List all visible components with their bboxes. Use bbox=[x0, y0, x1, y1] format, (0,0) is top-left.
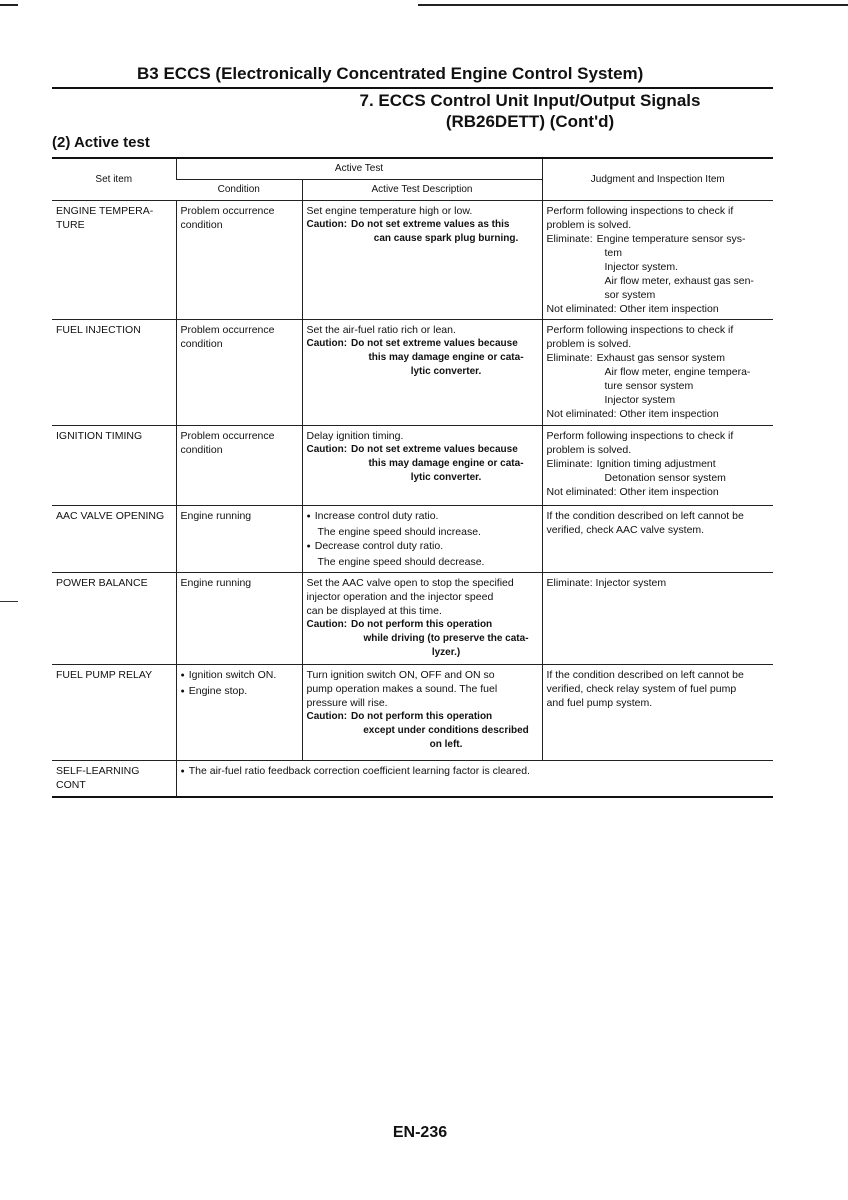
condition-cell bbox=[176, 320, 302, 426]
eliminate-item-line: Air flow meter, exhaust gas sen- bbox=[604, 275, 754, 287]
set-item-cell bbox=[52, 573, 176, 665]
description-line: pressure will rise. bbox=[306, 697, 388, 709]
judgment-cell bbox=[542, 426, 773, 506]
eliminate-label: Eliminate: bbox=[546, 233, 593, 245]
eliminate-item-line: tem bbox=[604, 247, 623, 259]
description-bullet-result: The engine speed should decrease. bbox=[317, 556, 485, 568]
table-row bbox=[52, 506, 773, 573]
caution-text-line: this may damage engine or cata- bbox=[368, 352, 524, 363]
caution-text-line: except under conditions described bbox=[363, 725, 529, 736]
caution-text: Do not set extreme values as this bbox=[351, 219, 510, 230]
eliminate-item-line: Air flow meter, engine tempera- bbox=[604, 366, 751, 378]
section-title: B3 ECCS (Electronically Concentrated Engine Control System) bbox=[137, 64, 644, 83]
caution-note bbox=[307, 218, 538, 232]
description-line: Turn ignition switch ON, OFF and ON so bbox=[306, 669, 495, 681]
judgment-line: problem is solved. bbox=[546, 219, 632, 231]
judgment-cell bbox=[542, 506, 773, 573]
caution-text-line: on left. bbox=[429, 739, 463, 750]
description-bullet: ● Decrease control duty ratio. bbox=[307, 539, 538, 555]
judgment-line: problem is solved. bbox=[546, 444, 632, 456]
section-rule bbox=[52, 87, 773, 89]
condition-line: Problem occurrence bbox=[180, 205, 275, 217]
set-item-line: ENGINE TEMPERA- bbox=[56, 205, 154, 217]
caution-text-line: lyzer.) bbox=[431, 647, 461, 658]
table-row bbox=[52, 665, 773, 761]
judgment-cell bbox=[542, 573, 773, 665]
eliminate-line bbox=[547, 232, 770, 246]
description-cell bbox=[302, 573, 542, 665]
condition-line: condition bbox=[180, 444, 223, 456]
judgment-line: and fuel pump system. bbox=[546, 697, 653, 709]
caution-text-line: this may damage engine or cata- bbox=[368, 458, 524, 469]
caution-note bbox=[307, 710, 538, 724]
judgment-cell bbox=[542, 320, 773, 426]
set-item-line: AAC VALVE OPENING bbox=[56, 510, 165, 522]
description-line: Set the air-fuel ratio rich or lean. bbox=[306, 324, 456, 336]
condition-bullet: ● Ignition switch ON. bbox=[181, 668, 298, 684]
top-left-rule bbox=[0, 4, 18, 6]
condition-cell bbox=[176, 665, 302, 761]
eliminate-item-line: ture sensor system bbox=[604, 380, 694, 392]
caution-label: Caution: bbox=[306, 711, 348, 722]
set-item-cell bbox=[52, 506, 176, 573]
condition-cell bbox=[176, 201, 302, 320]
eliminate-line bbox=[547, 351, 770, 365]
condition-cell bbox=[176, 573, 302, 665]
merged-description-cell bbox=[176, 761, 773, 797]
eliminate-item: Exhaust gas sensor system bbox=[596, 352, 726, 364]
margin-mark bbox=[0, 601, 18, 602]
not-eliminated-line: Not eliminated: Other item inspection bbox=[546, 486, 719, 498]
description-line: Set the AAC valve open to stop the specified bbox=[306, 577, 514, 589]
condition-cell bbox=[176, 426, 302, 506]
caution-note bbox=[307, 443, 538, 457]
description-cell bbox=[302, 665, 542, 761]
caution-text: Do not set extreme values because bbox=[351, 444, 518, 455]
description-bullet: ● Increase control duty ratio. bbox=[307, 509, 538, 525]
eliminate-line bbox=[547, 457, 770, 471]
header-judgment: Judgment and Inspection Item bbox=[542, 158, 773, 201]
description-line: Set engine temperature high or low. bbox=[306, 205, 473, 217]
eliminate-label: Eliminate: bbox=[546, 458, 593, 470]
condition-line: Engine running bbox=[180, 510, 252, 522]
active-test-table bbox=[52, 157, 773, 798]
set-item-line: FUEL PUMP RELAY bbox=[56, 669, 153, 681]
description-line: can be displayed at this time. bbox=[306, 605, 442, 617]
set-item-line: CONT bbox=[56, 779, 86, 791]
caution-text-line: can cause spark plug burning. bbox=[373, 233, 519, 244]
set-item-line: TURE bbox=[56, 219, 85, 231]
caution-note bbox=[307, 618, 538, 632]
description-line: injector operation and the injector speed bbox=[306, 591, 494, 603]
header-description: Active Test Description bbox=[302, 180, 542, 201]
judgment-line: Perform following inspections to check if bbox=[546, 205, 734, 217]
description-bullet-result: The engine speed should increase. bbox=[317, 526, 481, 538]
caution-label: Caution: bbox=[306, 219, 348, 230]
page-number: EN-236 bbox=[392, 1124, 448, 1141]
not-eliminated-line: Not eliminated: Other item inspection bbox=[546, 303, 719, 315]
table-row bbox=[52, 320, 773, 426]
caution-label: Caution: bbox=[306, 619, 348, 630]
judgment-line: problem is solved. bbox=[546, 338, 632, 350]
table-row bbox=[52, 201, 773, 320]
caution-label: Caution: bbox=[306, 338, 348, 349]
table-row bbox=[52, 426, 773, 506]
judgment-line: verified, check relay system of fuel pump bbox=[546, 683, 737, 695]
set-item-line: IGNITION TIMING bbox=[56, 430, 143, 442]
condition-cell bbox=[176, 506, 302, 573]
description-cell bbox=[302, 320, 542, 426]
judgment-cell bbox=[542, 665, 773, 761]
judgment-line: Perform following inspections to check if bbox=[546, 430, 734, 442]
not-eliminated-line: Not eliminated: Other item inspection bbox=[546, 408, 719, 420]
eliminate-item-line: Injector system bbox=[604, 394, 676, 406]
condition-line: condition bbox=[180, 219, 223, 231]
description-cell bbox=[302, 201, 542, 320]
caution-note bbox=[307, 337, 538, 351]
chapter-title-line2: (RB26DETT) (Cont'd) bbox=[445, 112, 615, 131]
eliminate-item-line: Detonation sensor system bbox=[604, 472, 726, 484]
judgment-line: If the condition described on left cannot be bbox=[546, 669, 744, 681]
table-row bbox=[52, 573, 773, 665]
set-item-cell bbox=[52, 320, 176, 426]
chapter-title bbox=[310, 90, 750, 132]
top-rule bbox=[418, 4, 848, 6]
condition-line: condition bbox=[180, 338, 223, 350]
caution-text: Do not perform this operation bbox=[351, 619, 493, 630]
set-item-cell bbox=[52, 761, 176, 797]
set-item-cell bbox=[52, 201, 176, 320]
caution-text: Do not perform this operation bbox=[351, 711, 493, 722]
chapter-title-line1: 7. ECCS Control Unit Input/Output Signals bbox=[359, 91, 701, 110]
judgment-line: verified, check AAC valve system. bbox=[546, 524, 705, 536]
eliminate-item: Ignition timing adjustment bbox=[596, 458, 716, 470]
merged-description: ● The air-fuel ratio feedback correction coefficient learning factor is cleared. bbox=[181, 765, 530, 777]
caution-text: Do not set extreme values because bbox=[351, 338, 518, 349]
judgment-line: Perform following inspections to check if bbox=[546, 324, 734, 336]
set-item-line: SELF-LEARNING bbox=[56, 765, 140, 777]
set-item-cell bbox=[52, 665, 176, 761]
description-cell bbox=[302, 506, 542, 573]
judgment-line: If the condition described on left cannot be bbox=[546, 510, 744, 522]
header-active-test: Active Test bbox=[176, 158, 542, 180]
set-item-line: FUEL INJECTION bbox=[56, 324, 141, 336]
header-condition: Condition bbox=[217, 184, 260, 195]
condition-line: Problem occurrence bbox=[180, 430, 275, 442]
caution-text-line: while driving (to preserve the cata- bbox=[363, 633, 529, 644]
eliminate-item-line: Injector system. bbox=[604, 261, 679, 273]
caution-text-line: lytic converter. bbox=[410, 472, 482, 483]
judgment-line: Eliminate: Injector system bbox=[546, 577, 667, 589]
eliminate-label: Eliminate: bbox=[546, 352, 593, 364]
header-set-item: Set item bbox=[52, 158, 176, 201]
table-body bbox=[52, 201, 773, 797]
caution-text-line: lytic converter. bbox=[410, 366, 482, 377]
judgment-cell bbox=[542, 201, 773, 320]
eliminate-item-line: sor system bbox=[604, 289, 656, 301]
condition-bullet: ● Engine stop. bbox=[181, 684, 298, 700]
description-line: pump operation makes a sound. The fuel bbox=[306, 683, 498, 695]
table-row bbox=[52, 761, 773, 797]
description-cell bbox=[302, 426, 542, 506]
eliminate-item: Engine temperature sensor sys- bbox=[596, 233, 746, 245]
condition-line: Engine running bbox=[180, 577, 252, 589]
sub-title: (2) Active test bbox=[52, 134, 150, 151]
caution-label: Caution: bbox=[306, 444, 348, 455]
set-item-cell bbox=[52, 426, 176, 506]
condition-line: Problem occurrence bbox=[180, 324, 275, 336]
set-item-line: POWER BALANCE bbox=[56, 577, 148, 589]
description-line: Delay ignition timing. bbox=[306, 430, 404, 442]
